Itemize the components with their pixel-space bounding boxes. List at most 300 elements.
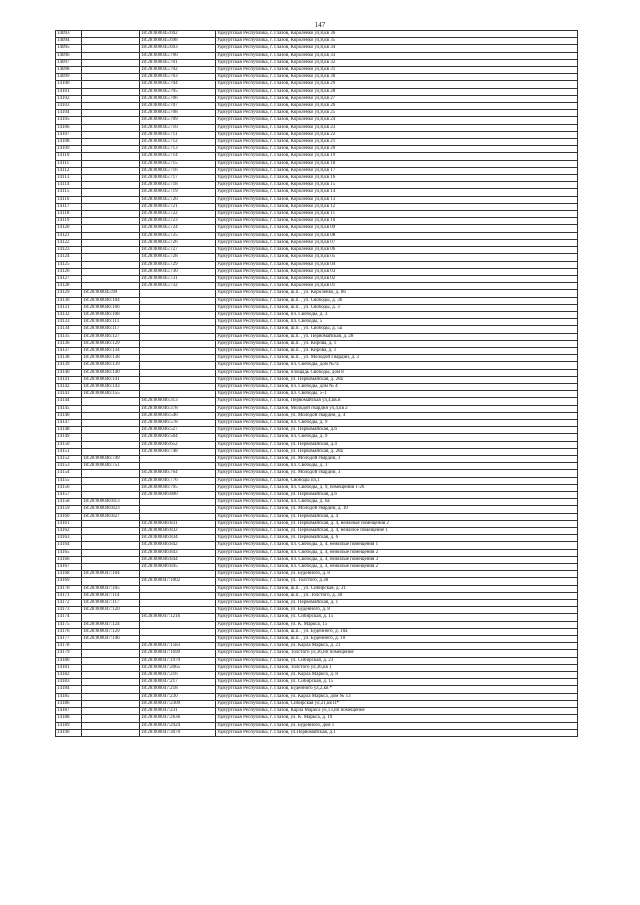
address-cell: Удмуртская Республика, г. Глазов, площадь Свободы, дом 8	[216, 369, 578, 376]
parcel-number-cell	[82, 153, 140, 160]
parcel-number-cell	[82, 146, 140, 153]
parcel-number-cell	[82, 38, 140, 45]
parcel-number-cell	[82, 182, 140, 189]
table-row	[56, 45, 578, 52]
row-number-cell: 14182	[56, 672, 82, 679]
row-number-cell: 14111	[56, 160, 82, 167]
row-number-cell: 14156	[56, 484, 82, 491]
object-number-cell: 18:28:000045:704	[140, 81, 216, 88]
table-row	[56, 254, 578, 261]
row-number-cell: 14097	[56, 59, 82, 66]
parcel-number-cell	[82, 211, 140, 218]
row-number-cell: 14183	[56, 679, 82, 686]
address-cell: Удмуртская Республика, г. Глазов, Короленко ул,8,кв 03	[216, 268, 578, 275]
table-row	[56, 650, 578, 657]
table-row	[56, 311, 578, 318]
table-row	[56, 182, 578, 189]
address-cell: Удмуртская Республика, г. Глазов, пл. Свободы, 5	[216, 319, 578, 326]
table-row	[56, 167, 578, 174]
object-number-cell: 18:28:000046:795	[140, 484, 216, 491]
table-row	[56, 218, 578, 225]
row-number-cell: 14180	[56, 657, 82, 664]
object-number-cell: 18:28:000046:540	[140, 412, 216, 419]
row-number-cell: 14149	[56, 434, 82, 441]
table-row	[56, 189, 578, 196]
table-row	[56, 621, 578, 628]
object-number-cell: 18:28:000046:652	[140, 441, 216, 448]
object-number-cell: 18:28:000047:2309	[140, 700, 216, 707]
address-cell: Удмуртская Республика, г. Глазов, Буденного ул,2,кв *	[216, 686, 578, 693]
table-row	[56, 657, 578, 664]
parcel-number-cell	[82, 542, 140, 549]
row-number-cell: 14137	[56, 347, 82, 354]
row-number-cell: 14134	[56, 326, 82, 333]
parcel-number-cell	[82, 218, 140, 225]
address-cell: Удмуртская Республика, г. Глазов, ш.п. , ул. Первомайская, д. 28	[216, 333, 578, 340]
object-number-cell	[140, 628, 216, 635]
object-number-cell: 18:28:000045:731	[140, 275, 216, 282]
address-cell: Удмуртская Республика, г. Глазов, ул. Первомайская, д. 1	[216, 600, 578, 607]
row-number-cell: 14152	[56, 455, 82, 462]
address-cell: Удмуртская Республика, г. Глазов, ул. К. Маркса, д. 19	[216, 715, 578, 722]
address-cell: Удмуртская Республика, г. Глазов, пл. Свободы, д. 4, нежилые помещения 2	[216, 549, 578, 556]
parcel-number-cell: 18:28:000047:114	[82, 592, 140, 599]
address-cell: Удмуртская Республика, г. Глазов, ул. Молодой гвардии, 3	[216, 470, 578, 477]
parcel-number-cell	[82, 254, 140, 261]
parcel-number-cell: 18:28:000046:111	[82, 319, 140, 326]
table-row	[56, 319, 578, 326]
object-number-cell: 18:28:000045:703	[140, 74, 216, 81]
row-number-cell: 14103	[56, 103, 82, 110]
address-cell: Удмуртская Республика, г. Глазов, Короленко ул,8,кв 17	[216, 167, 578, 174]
address-cell: Удмуртская Республика, г. Глазов, Короленко ул,8,кв 08	[216, 232, 578, 239]
table-row	[56, 333, 578, 340]
object-number-cell: 18:28:000047:2636	[140, 715, 216, 722]
parcel-number-cell	[82, 268, 140, 275]
row-number-cell: 14125	[56, 261, 82, 268]
object-number-cell: 18:28:000046:748	[140, 448, 216, 455]
object-number-cell: 18:28:000045:730	[140, 268, 216, 275]
object-number-cell	[140, 311, 216, 318]
object-number-cell: 18:28:000047:1699	[140, 650, 216, 657]
row-number-cell: 14105	[56, 117, 82, 124]
row-number-cell: 14158	[56, 499, 82, 506]
parcel-number-cell: 18:28:000046:751	[82, 463, 140, 470]
table-row	[56, 693, 578, 700]
row-number-cell: 14141	[56, 376, 82, 383]
address-cell: Удмуртская Республика, г. Глазов, Короленко ул,8,кв 10	[216, 218, 578, 225]
object-number-cell	[140, 369, 216, 376]
table-row	[56, 275, 578, 282]
table-row	[56, 383, 578, 390]
parcel-number-cell: 18:28:000046:141	[82, 376, 140, 383]
parcel-number-cell	[82, 492, 140, 499]
object-number-cell: 18:28:000045:720	[140, 196, 216, 203]
object-number-cell: 18:28:000045:705	[140, 88, 216, 95]
object-number-cell: 18:28:000045:700	[140, 52, 216, 59]
row-number-cell: 14175	[56, 621, 82, 628]
address-cell: Удмуртская Республика, г. Глазов, ул. Первомайская, д.6	[216, 427, 578, 434]
row-number-cell: 14157	[56, 492, 82, 499]
object-number-cell: 18:28:000045:692	[140, 31, 216, 38]
object-number-cell: 18:28:000045:732	[140, 283, 216, 290]
object-number-cell: 18:28:000046:842	[140, 542, 216, 549]
table-row	[56, 708, 578, 715]
row-number-cell: 14136	[56, 340, 82, 347]
row-number-cell: 14170	[56, 585, 82, 592]
address-cell: Удмуртская Республика, г. Глазов, Свободы пл,1	[216, 477, 578, 484]
table-row	[56, 549, 578, 556]
object-number-cell: 18:28:000045:702	[140, 67, 216, 74]
address-cell: Удмуртская Республика, г. Глазов, Короленко ул,8,кв 26	[216, 103, 578, 110]
address-cell: Удмуртская Республика, г. Глазов, Короленко ул,8,кв 33	[216, 52, 578, 59]
table-row	[56, 391, 578, 398]
parcel-number-cell	[82, 175, 140, 182]
parcel-number-cell	[82, 203, 140, 210]
table-row	[56, 139, 578, 146]
address-cell: Удмуртская Республика, г. Глазов, Короленко ул,8,кв 04	[216, 261, 578, 268]
object-number-cell: 18:28:000045:709	[140, 117, 216, 124]
object-number-cell: 18:28:000045:717	[140, 175, 216, 182]
object-number-cell: 18:28:000046:831	[140, 520, 216, 527]
row-number-cell: 14167	[56, 564, 82, 571]
address-cell: Удмуртская Республика, г. Глазов, ш.п. , ул. Кирова, д. 1	[216, 340, 578, 347]
parcel-number-cell	[82, 232, 140, 239]
address-cell: Удмуртская Республика, г. Глазов, Короленко ул,8,кв 35	[216, 38, 578, 45]
parcel-number-cell	[82, 59, 140, 66]
table-row	[56, 131, 578, 138]
table-row	[56, 405, 578, 412]
parcel-number-cell: 18:28:000047:120	[82, 607, 140, 614]
table-row	[56, 564, 578, 571]
object-number-cell: 18:28:000047:216	[140, 672, 216, 679]
object-number-cell	[140, 333, 216, 340]
address-cell: Удмуртская Республика, г. Глазов, пл. Свободы, д. 4, нежилые помещения 2	[216, 564, 578, 571]
row-number-cell: 14100	[56, 81, 82, 88]
row-number-cell: 14151	[56, 448, 82, 455]
table-row	[56, 239, 578, 246]
table-row	[56, 247, 578, 254]
address-cell: Удмуртская Республика, г. Глазов, ул. Буденного, д. 8	[216, 607, 578, 614]
object-number-cell: 18:28:000045:706	[140, 95, 216, 102]
address-cell: Удмуртская Республика, г. Глазов, Первомайская ул,4,кв.н	[216, 398, 578, 405]
object-number-cell: 18:28:000047:217	[140, 679, 216, 686]
row-number-cell: 14126	[56, 268, 82, 275]
table-row	[56, 355, 578, 362]
object-number-cell: 18:28:000045:723	[140, 218, 216, 225]
parcel-number-cell: 18:28:000045:99	[82, 290, 140, 297]
row-number-cell: 14132	[56, 311, 82, 318]
table-row	[56, 261, 578, 268]
table-row	[56, 672, 578, 679]
row-number-cell: 14107	[56, 131, 82, 138]
address-cell: Удмуртская Республика, г. Глазов, Короленко ул,8,кв 21	[216, 139, 578, 146]
address-cell: Удмуртская Республика, г. Глазов, Короленко ул,8,кв 30	[216, 74, 578, 81]
row-number-cell: 14101	[56, 88, 82, 95]
parcel-number-cell	[82, 405, 140, 412]
parcel-number-cell	[82, 578, 140, 585]
object-number-cell: 18:28:000047:231	[140, 708, 216, 715]
address-cell: Удмуртская Республика, г. Глазов, ш.п. , ул. Короленко, д. 8б	[216, 290, 578, 297]
parcel-number-cell	[82, 419, 140, 426]
table-row	[56, 628, 578, 635]
address-cell: Удмуртская Республика, г. Глазов, ш.п. , ул. Кирова, д. 1	[216, 347, 578, 354]
parcel-number-cell	[82, 657, 140, 664]
address-cell: Удмуртская Республика, г. Глазов, Короленко ул,8,кв 01	[216, 283, 578, 290]
table-row	[56, 700, 578, 707]
row-number-cell: 14120	[56, 225, 82, 232]
object-number-cell: 18:28:000046:834	[140, 535, 216, 542]
address-cell: Удмуртская Республика, г. Глазов, пл. Свободы, д. 9	[216, 434, 578, 441]
address-cell: Удмуртская Республика, г. Глазов, ул. Сибирская, д. 23	[216, 657, 578, 664]
parcel-number-cell	[82, 564, 140, 571]
row-number-cell: 14112	[56, 167, 82, 174]
address-cell: Удмуртская Республика, г. Глазов, Короленко ул,8,кв 15	[216, 182, 578, 189]
table-row	[56, 67, 578, 74]
address-cell: Удмуртская Республика, г. Глазов, пл. Свободы, д. 1	[216, 463, 578, 470]
parcel-number-cell	[82, 672, 140, 679]
row-number-cell: 14159	[56, 506, 82, 513]
address-cell: Удмуртская Республика, г. Глазов, ш.п. , ул. Буденного, д. 10	[216, 636, 578, 643]
table-row	[56, 434, 578, 441]
address-cell: Удмуртская Республика, г. Глазов, ул. Карла Маркса, д. 8	[216, 672, 578, 679]
parcel-number-cell: 18:28:000046:749	[82, 455, 140, 462]
object-number-cell: 18:28:000046:564	[140, 434, 216, 441]
row-number-cell: 14161	[56, 520, 82, 527]
parcel-number-cell	[82, 427, 140, 434]
address-cell: Удмуртская Республика, г. Глазов, ул. Первомайская, д. 4	[216, 513, 578, 520]
address-cell: Удмуртская Республика, г. Глазов, ул. Молодой гвардии, 3	[216, 455, 578, 462]
table-row	[56, 542, 578, 549]
address-cell: Удмуртская Республика, г. Глазов, Короленко ул,8,кв 19	[216, 153, 578, 160]
address-cell: Удмуртская Республика, г. Глазов, Короленко ул,8,кв 13	[216, 196, 578, 203]
object-number-cell: 18:28:000045:725	[140, 232, 216, 239]
address-cell: Удмуртская Республика, г. Глазов, ул. Сибирская, д. 15	[216, 679, 578, 686]
row-number-cell: 14114	[56, 182, 82, 189]
row-number-cell: 14122	[56, 239, 82, 246]
object-number-cell	[140, 463, 216, 470]
address-cell: Удмуртская Республика, г. Глазов, ш.п. , ул. Сибирская, д. 21	[216, 585, 578, 592]
table-row	[56, 304, 578, 311]
address-cell: Удмуртская Республика, г. Глазов, ш.п. , ул. Молодой Гвардии, д. 3	[216, 355, 578, 362]
row-number-cell: 14117	[56, 203, 82, 210]
address-cell: Удмуртская Республика, г. Глазов, Короленко ул,8,кв 14	[216, 189, 578, 196]
address-cell: Удмуртская Республика, г. Глазов, Короленко ул,8,кв 36	[216, 31, 578, 38]
table-row	[56, 74, 578, 81]
parcel-number-cell: 18:28:000046:827	[82, 513, 140, 520]
parcel-number-cell	[82, 81, 140, 88]
address-cell: Удмуртская Республика, г. Глазов, ул. Первомайская, д. 4, нежилое помещение 1	[216, 528, 578, 535]
parcel-number-cell	[82, 398, 140, 405]
table-row	[56, 103, 578, 110]
row-number-cell: 14129	[56, 290, 82, 297]
row-number-cell: 14187	[56, 708, 82, 715]
parcel-number-cell	[82, 729, 140, 736]
table-row	[56, 600, 578, 607]
object-number-cell: 18:28:000046:378	[140, 405, 216, 412]
parcel-number-cell	[82, 160, 140, 167]
table-row	[56, 722, 578, 729]
row-number-cell: 14188	[56, 715, 82, 722]
address-cell: Удмуртская Республика, г. Глазов, Короленко ул,8,кв 31	[216, 67, 578, 74]
parcel-number-cell: 18:28:000046:104	[82, 297, 140, 304]
row-number-cell: 14106	[56, 124, 82, 131]
table-row	[56, 146, 578, 153]
row-number-cell: 14124	[56, 254, 82, 261]
object-number-cell: 18:28:000045:715	[140, 160, 216, 167]
object-number-cell: 18:28:000045:708	[140, 110, 216, 117]
address-cell: Удмуртская Республика, г. Глазов, Короленко ул,8,кв 05	[216, 254, 578, 261]
table-row	[56, 38, 578, 45]
table-row	[56, 592, 578, 599]
row-number-cell: 14142	[56, 383, 82, 390]
address-cell: Удмуртская Республика, г. Глазов, ш.п. , ул. Свободы, д. 5а	[216, 326, 578, 333]
address-cell: Удмуртская Республика, г. Глазов, Короленко ул,8,кв 20	[216, 146, 578, 153]
parcel-number-cell	[82, 52, 140, 59]
parcel-number-cell	[82, 95, 140, 102]
table-row	[56, 326, 578, 333]
row-number-cell: 14144	[56, 398, 82, 405]
table-row	[56, 153, 578, 160]
object-number-cell	[140, 391, 216, 398]
row-number-cell: 14143	[56, 391, 82, 398]
address-cell: Удмуртская Республика, г. Глазов, Короленко ул,8,кв 16	[216, 175, 578, 182]
address-cell: Удмуртская Республика, г. Глазов, ул. Первомайская, д. 4, нежилые помещения 2	[216, 520, 578, 527]
table-row	[56, 585, 578, 592]
address-cell: Удмуртская Республика, г. Глазов, Сибирская ул,21,кв П*	[216, 700, 578, 707]
object-number-cell: 18:28:000045:727	[140, 247, 216, 254]
address-cell: Удмуртская Республика, г. Глазов, ул. Первомайская, д.4	[216, 441, 578, 448]
object-number-cell: 18:28:000045:726	[140, 239, 216, 246]
address-cell: Удмуртская Республика, г. Глазов, Короленко ул,8,кв 28	[216, 88, 578, 95]
row-number-cell: 14153	[56, 463, 82, 470]
row-number-cell: 14133	[56, 319, 82, 326]
parcel-number-cell	[82, 535, 140, 542]
row-number-cell: 14131	[56, 304, 82, 311]
object-number-cell	[140, 355, 216, 362]
object-number-cell: 18:28:000046:578	[140, 419, 216, 426]
table-row	[56, 211, 578, 218]
address-cell: Удмуртская Республика, г. Глазов, пл. Свободы, дом № 4	[216, 383, 578, 390]
object-number-cell: 18:28:000047:2924	[140, 722, 216, 729]
address-cell: Удмуртская Республика, г. Глазов, пл. Свободы, 5-1	[216, 391, 578, 398]
parcel-number-cell	[82, 679, 140, 686]
address-cell: Удмуртская Республика, г. Глазов, пл. Свободы, д. 4, нежилые помещения 1	[216, 542, 578, 549]
table-row	[56, 369, 578, 376]
object-number-cell: 18:28:000046:843	[140, 549, 216, 556]
table-row	[56, 470, 578, 477]
object-number-cell: 18:28:000045:713	[140, 146, 216, 153]
table-row	[56, 643, 578, 650]
table-row	[56, 571, 578, 578]
object-number-cell	[140, 376, 216, 383]
row-number-cell: 14172	[56, 600, 82, 607]
parcel-number-cell	[82, 477, 140, 484]
object-number-cell: 18:28:000045:714	[140, 153, 216, 160]
address-cell: Удмуртская Республика, г. Глазов, ш.п. , ул. Свободы, д. 3	[216, 304, 578, 311]
page-number: 147	[314, 21, 326, 29]
address-cell: Удмуртская Республика, г. Глазов, ул. Первомайская, д. 28а	[216, 376, 578, 383]
row-number-cell: 14148	[56, 427, 82, 434]
address-cell: Удмуртская Республика, г. Глазов, пл. Свободы, д. 4, нежилые помещения 3	[216, 556, 578, 563]
row-number-cell: 14094	[56, 38, 82, 45]
address-cell: Удмуртская Республика, г. Глазов, Короленко ул,8,кв 24	[216, 117, 578, 124]
parcel-number-cell	[82, 45, 140, 52]
address-cell: Удмуртская Республика, г. Глазов, Короленко ул,8,кв 32	[216, 59, 578, 66]
parcel-number-cell	[82, 556, 140, 563]
object-number-cell: 18:28:000046:764	[140, 470, 216, 477]
address-cell: Удмуртская Республика, г. Глазов, пл. Свободы, д. 9, помещения 1-26	[216, 484, 578, 491]
address-cell: Удмуртская Республика, г. Глазов, Короленко ул,8,кв 12	[216, 203, 578, 210]
parcel-number-cell	[82, 664, 140, 671]
row-number-cell: 14162	[56, 528, 82, 535]
address-cell: Удмуртская Республика, г. Глазов, ул. К. Маркса, 15	[216, 621, 578, 628]
parcel-number-cell	[82, 103, 140, 110]
parcel-number-cell	[82, 434, 140, 441]
parcel-number-cell	[82, 643, 140, 650]
parcel-number-cell	[82, 708, 140, 715]
parcel-number-cell	[82, 196, 140, 203]
address-cell: Удмуртская Республика, г. Глазов, ул. Толстого, д.38	[216, 578, 578, 585]
object-number-cell: 18:28:000045:724	[140, 225, 216, 232]
object-number-cell	[140, 383, 216, 390]
parcel-number-cell: 18:28:000046:138	[82, 355, 140, 362]
object-number-cell	[140, 319, 216, 326]
object-number-cell: 18:28:000047:1583	[140, 643, 216, 650]
parcel-number-cell: 18:28:000046:140	[82, 369, 140, 376]
row-number-cell: 14115	[56, 189, 82, 196]
row-number-cell: 14145	[56, 405, 82, 412]
row-number-cell: 14110	[56, 153, 82, 160]
address-cell: Удмуртская Республика, г. Глазов, ул.Первомайская, д.1	[216, 729, 578, 736]
table-row	[56, 88, 578, 95]
parcel-number-cell	[82, 31, 140, 38]
object-number-cell: 18:28:000046:776	[140, 477, 216, 484]
table-row	[56, 715, 578, 722]
object-number-cell: 18:28:000047:2065	[140, 664, 216, 671]
row-number-cell: 14178	[56, 643, 82, 650]
object-number-cell	[140, 304, 216, 311]
address-cell: Удмуртская Республика, г. Глазов, ул. Буденного, д. 8	[216, 571, 578, 578]
row-number-cell: 14146	[56, 412, 82, 419]
object-number-cell	[140, 290, 216, 297]
parcel-number-cell: 18:28:000046:129	[82, 340, 140, 347]
table-row	[56, 614, 578, 621]
row-number-cell: 14128	[56, 283, 82, 290]
object-number-cell	[140, 607, 216, 614]
address-cell: Удмуртская Республика, г. Глазов, ш.п. , ул. Буденного, д. 10а	[216, 628, 578, 635]
parcel-number-cell	[82, 686, 140, 693]
table-row	[56, 477, 578, 484]
table-row	[56, 556, 578, 563]
parcel-number-cell: 18:28:000047:105	[82, 585, 140, 592]
table-row	[56, 664, 578, 671]
address-cell: Удмуртская Республика, г. Глазов, ул. Карла Маркса, д. 21	[216, 643, 578, 650]
parcel-number-cell	[82, 139, 140, 146]
row-number-cell: 14104	[56, 110, 82, 117]
parcel-number-cell	[82, 520, 140, 527]
table-row	[56, 290, 578, 297]
row-number-cell: 14179	[56, 650, 82, 657]
object-number-cell: 18:28:000045:718	[140, 182, 216, 189]
table-row	[56, 268, 578, 275]
table-row	[56, 520, 578, 527]
parcel-number-cell: 18:28:000046:134	[82, 347, 140, 354]
object-number-cell: 18:28:000047:3070	[140, 729, 216, 736]
row-number-cell: 14174	[56, 614, 82, 621]
table-row	[56, 607, 578, 614]
row-number-cell: 14185	[56, 693, 82, 700]
